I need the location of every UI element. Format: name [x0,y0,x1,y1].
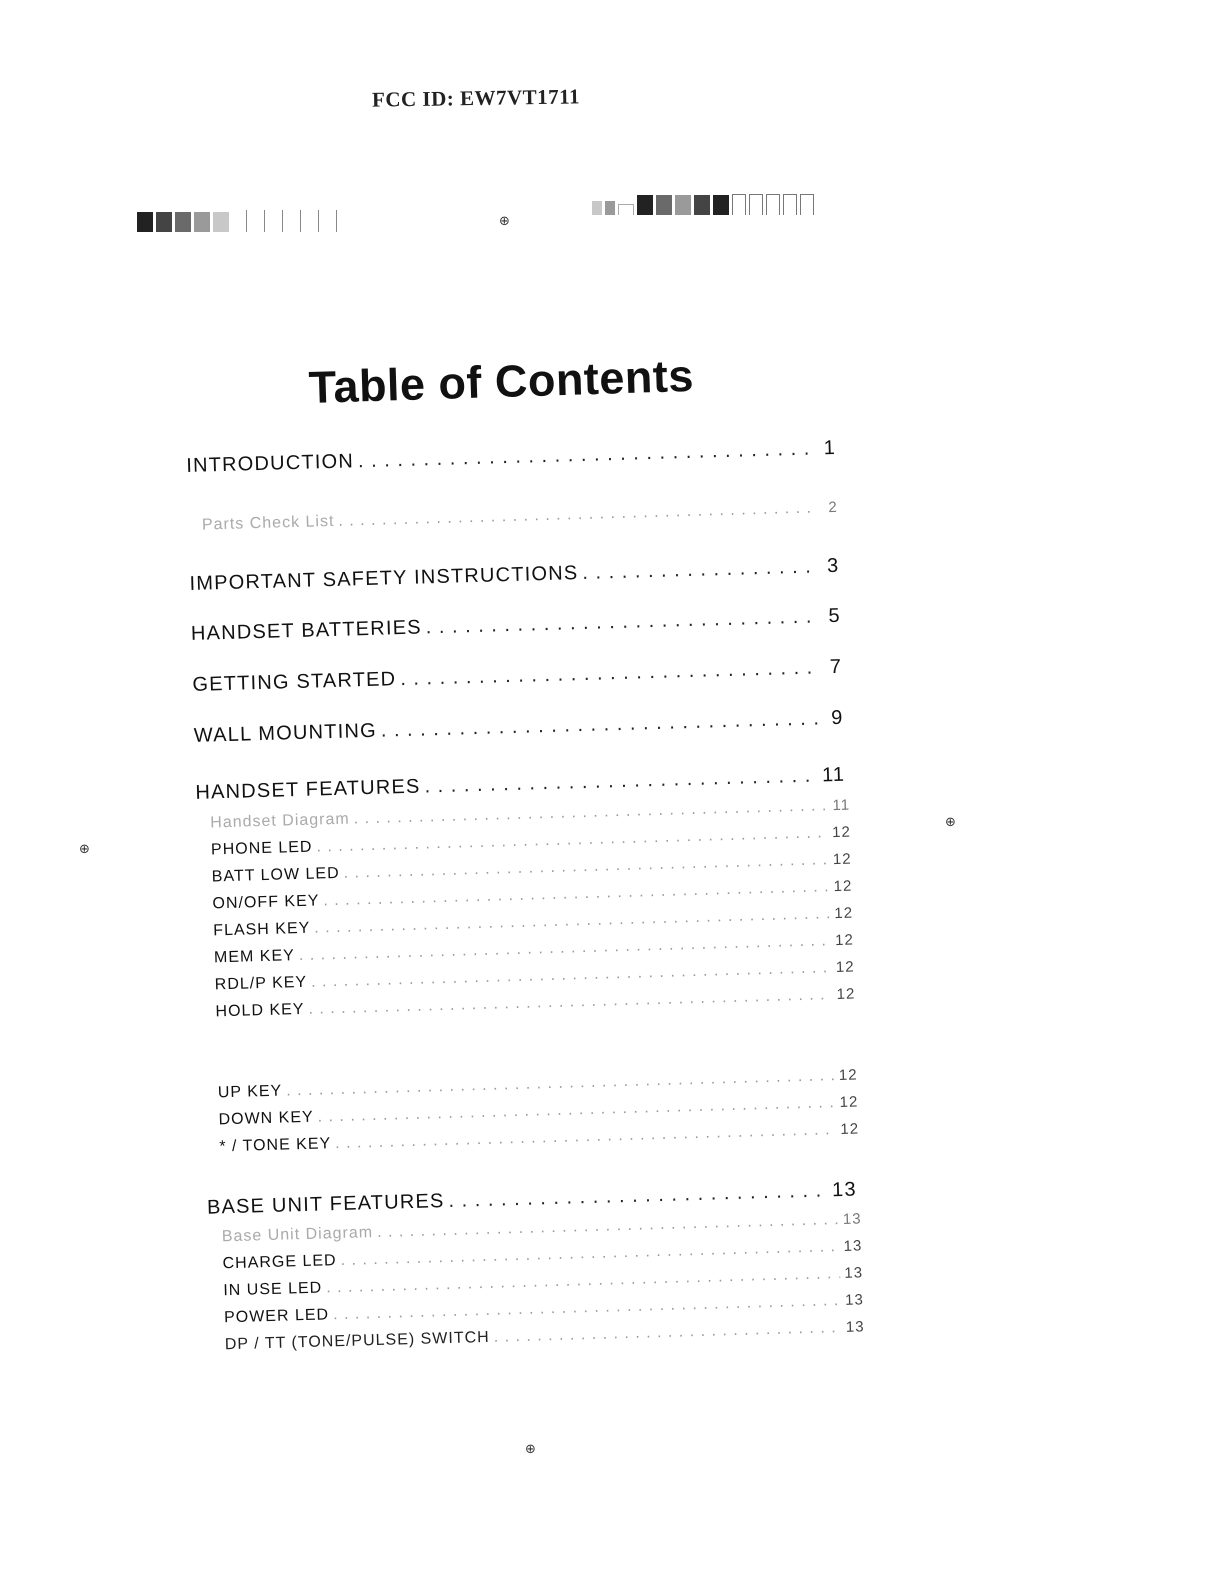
dot-leader [323,878,830,910]
toc-label: HANDSET BATTERIES [190,616,423,645]
toc-page-number: 12 [840,1120,860,1138]
toc-label: FLASH KEY [213,919,311,940]
toc-page-number: 12 [834,904,854,923]
toc-page-number: 12 [833,877,853,896]
toc-label: HOLD KEY [215,1000,305,1021]
toc-entry-wall-mounting [194,707,844,748]
dot-leader [582,555,818,585]
dot-leader [424,764,818,798]
registration-mark-icon: ⊕ [499,214,510,229]
dot-leader [493,1319,842,1347]
dot-leader [333,1292,842,1324]
dot-leader [425,605,819,639]
toc-page-number: 12 [839,1093,859,1111]
dot-leader [308,986,833,1019]
toc-page-number: 12 [831,823,852,842]
registration-mark-icon: ⊕ [525,1442,536,1457]
toc-label: HANDSET FEATURES [195,775,421,804]
registration-mark-icon: ⊕ [945,815,956,830]
toc-entry-handset-batteries [191,605,841,646]
toc-label: POWER LED [223,1306,330,1327]
toc-entry-introduction [186,437,836,478]
table-of-contents [186,436,865,1354]
toc-label: MEM KEY [213,947,296,967]
page-title: Table of Contents [308,349,695,413]
toc-page-number: 12 [832,850,852,869]
toc-label: ON/OFF KEY [212,892,320,913]
toc-page-number: 13 [844,1264,864,1282]
toc-label: * / TONE KEY [219,1135,332,1156]
toc-entry-parts-check-list [202,499,838,535]
toc-page-number: 13 [844,1291,865,1309]
dot-leader [340,1238,840,1270]
toc-page-number: 13 [831,1178,858,1202]
toc-page-number: 5 [828,604,842,628]
toc-page-number: 3 [826,554,840,578]
toc-page-number: 1 [823,436,837,460]
toc-page-number: 11 [821,763,846,787]
dot-leader [299,932,832,965]
dot-leader [338,499,816,530]
toc-label: DOWN KEY [218,1108,314,1129]
toc-page-number: 7 [829,655,843,679]
toc-label: IMPORTANT SAFETY INSTRUCTIONS [189,562,579,595]
toc-page-number: 12 [834,931,855,950]
toc-label: PHONE LED [210,838,313,859]
dot-leader [314,905,831,937]
dot-leader [316,824,828,856]
toc-page-number: 12 [835,958,855,977]
toc-label: IN USE LED [223,1279,323,1300]
calibration-strip-left [137,210,337,232]
toc-label: CHARGE LED [222,1252,337,1273]
toc-label: BATT LOW LED [211,864,340,886]
toc-label: Base Unit Diagram [221,1224,374,1246]
toc-label: UP KEY [217,1082,283,1102]
toc-page-number: 13 [842,1210,862,1228]
dot-leader [377,1211,839,1242]
toc-entry-safety-instructions [189,555,839,596]
toc-entry-getting-started [192,656,842,697]
dot-leader [311,959,832,992]
toc-label: WALL MOUNTING [193,719,378,747]
toc-label: Parts Check List [201,512,335,534]
dot-leader [343,851,829,883]
dot-leader [400,656,821,691]
dot-leader [326,1265,841,1297]
toc-page-number: 13 [845,1318,865,1336]
calibration-strip-right [592,194,814,215]
dot-leader [353,797,828,828]
toc-page-number: 12 [836,985,856,1004]
dot-leader [358,437,815,473]
toc-page-number: 9 [830,706,844,730]
registration-mark-icon: ⊕ [79,842,90,857]
toc-label: DP / TT (TONE/PULSE) SWITCH [224,1328,490,1354]
dot-leader [448,1179,828,1213]
toc-label: BASE UNIT FEATURES [206,1190,445,1219]
toc-label: INTRODUCTION [186,450,355,477]
fcc-id-header: FCC ID: EW7VT1711 [371,84,581,112]
dot-leader [380,707,821,742]
dot-leader [335,1121,837,1153]
toc-label: GETTING STARTED [192,668,397,696]
toc-page-number: 11 [832,796,851,815]
dot-leader [317,1094,835,1126]
toc-page-number: 2 [828,498,838,517]
toc-label: RDL/P KEY [214,973,308,994]
toc-label: Handset Diagram [210,810,350,832]
toc-page-number: 12 [838,1066,858,1085]
toc-page-number: 13 [843,1237,863,1255]
